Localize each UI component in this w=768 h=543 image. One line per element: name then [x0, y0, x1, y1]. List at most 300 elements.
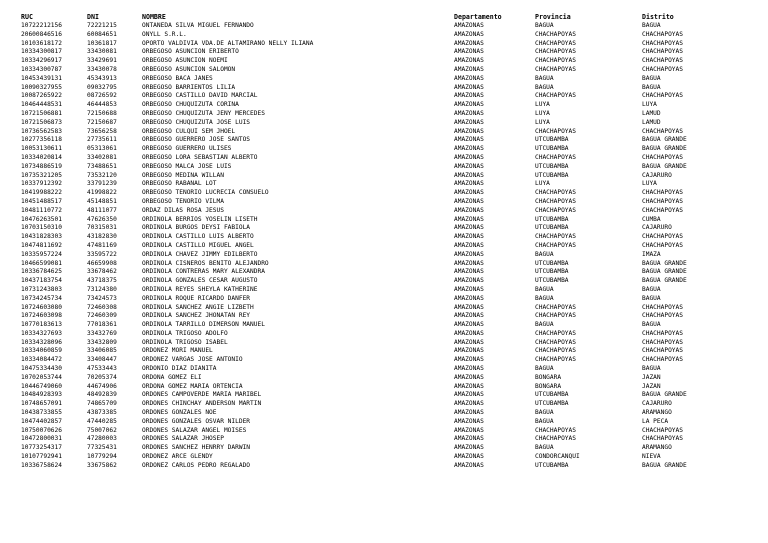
departamento-cell: AMAZONAS — [454, 153, 484, 161]
departamento-cell: AMAZONAS — [454, 461, 484, 469]
departamento-cell: AMAZONAS — [454, 92, 484, 100]
distrito-cell: BAGUA — [642, 22, 661, 29]
dni-cell: 70315031 — [87, 224, 117, 232]
ruc-cell: 10334020814 — [21, 153, 62, 161]
ruc-cell: 10107792941 — [21, 453, 62, 461]
distrito-cell: CAJARURO — [642, 400, 672, 408]
dni-cell: 33430081 — [87, 48, 117, 56]
dni-cell: 33430078 — [87, 65, 117, 73]
ruc-cell: 10337912392 — [21, 180, 62, 188]
nombre-cell: ORDINOLA ROQUE RICARDO DANFER — [142, 294, 251, 302]
dni-cell: 46444853 — [87, 101, 117, 109]
departamento-cell: AMAZONAS — [454, 356, 484, 364]
table-body — [0, 22, 768, 471]
table-row — [0, 391, 768, 400]
table-row — [0, 66, 768, 75]
table-row — [0, 198, 768, 207]
table-row — [0, 57, 768, 66]
distrito-cell: CHACHAPOYAS — [642, 435, 683, 443]
provincia-cell: UTCUBAMBA — [535, 391, 569, 399]
distrito-cell: BAGUA GRANDE — [642, 145, 687, 153]
distrito-cell: CHACHAPOYAS — [642, 189, 683, 197]
header-provincia: Provincia — [535, 13, 571, 21]
dni-cell: 48111077 — [87, 206, 117, 214]
nombre-cell: ORBEGOSO CHUQUIZUTA CORINA — [142, 101, 239, 109]
ruc-cell: 10446749060 — [21, 382, 62, 390]
header-nombre: NOMBRE — [142, 13, 166, 21]
table-row — [0, 286, 768, 295]
provincia-cell: UTCUBAMBA — [535, 461, 569, 469]
dni-cell: 73532120 — [87, 171, 117, 179]
ruc-cell: 10770183613 — [21, 321, 62, 329]
departamento-cell: AMAZONAS — [454, 409, 484, 417]
departamento-cell: AMAZONAS — [454, 312, 484, 320]
dni-cell: 73424573 — [87, 294, 117, 302]
nombre-cell: ORDONEZ VARGAS JOSE ANTONIO — [142, 356, 243, 364]
dni-cell: 43182830 — [87, 233, 117, 241]
provincia-cell: BAGUA — [535, 285, 554, 293]
provincia-cell: BAGUA — [535, 321, 554, 329]
dni-cell: 72460308 — [87, 303, 117, 311]
distrito-cell: LUYA — [642, 180, 657, 188]
nombre-cell: ORBEGOSO TENORIO LUCRECIA CONSUELO — [142, 189, 269, 197]
table-row — [0, 92, 768, 101]
departamento-cell: AMAZONAS — [454, 145, 484, 153]
table-row — [0, 453, 768, 462]
provincia-cell: UTCUBAMBA — [535, 259, 569, 267]
provincia-cell: BAGUA — [535, 409, 554, 417]
provincia-cell: CHACHAPOYAS — [535, 153, 576, 161]
dni-cell: 73488651 — [87, 162, 117, 170]
provincia-cell: BAGUA — [535, 74, 554, 82]
provincia-cell: CHACHAPOYAS — [535, 312, 576, 320]
distrito-cell: CHACHAPOYAS — [642, 57, 683, 65]
departamento-cell: AMAZONAS — [454, 162, 484, 170]
table-row — [0, 172, 768, 181]
table-row — [0, 48, 768, 57]
provincia-cell: LUYA — [535, 180, 550, 188]
provincia-cell: CONDORCANQUI — [535, 453, 580, 461]
nombre-cell: ORDOÑES GONZALES NOE — [142, 409, 217, 417]
nombre-cell: ORDINOLA CONTRERAS MARY ALEXANDRA — [142, 268, 265, 276]
ruc-cell: 10453439131 — [21, 74, 62, 82]
dni-cell: 09032795 — [87, 83, 117, 91]
nombre-cell: ORDINOLA CHAVEZ JIMMY EDILBERTO — [142, 250, 258, 258]
distrito-cell: BAGUA GRANDE — [642, 277, 687, 285]
distrito-cell: CHACHAPOYAS — [642, 233, 683, 241]
dni-cell: 74865709 — [87, 400, 117, 408]
dni-cell: 72150687 — [87, 118, 117, 126]
dni-cell: 33675862 — [87, 461, 117, 469]
nombre-cell: ORBEGOSO CASTILLO DAVID MARCIAL — [142, 92, 258, 100]
table-row — [0, 119, 768, 128]
departamento-cell: AMAZONAS — [454, 259, 484, 267]
departamento-cell: AMAZONAS — [454, 285, 484, 293]
distrito-cell: CHACHAPOYAS — [642, 48, 683, 56]
table-row — [0, 400, 768, 409]
departamento-cell: AMAZONAS — [454, 109, 484, 117]
distrito-cell: BAGUA GRANDE — [642, 162, 687, 170]
departamento-cell: AMAZONAS — [454, 347, 484, 355]
departamento-cell: AMAZONAS — [454, 444, 484, 452]
dni-cell: 45343913 — [87, 74, 117, 82]
ruc-cell: 10464448531 — [21, 101, 62, 109]
nombre-cell: ORDAZ DILAS ROSA JESUS — [142, 206, 224, 214]
dni-cell: 45148851 — [87, 197, 117, 205]
header-dni: DNI — [87, 13, 99, 21]
nombre-cell: ORDINOLA TRIGOSO ISABEL — [142, 338, 228, 346]
dni-cell: 08726592 — [87, 92, 117, 100]
distrito-cell: CHACHAPOYAS — [642, 426, 683, 434]
distrito-cell: CAJARURO — [642, 171, 672, 179]
provincia-cell: UTCUBAMBA — [535, 162, 569, 170]
provincia-cell: CHACHAPOYAS — [535, 347, 576, 355]
provincia-cell: CHACHAPOYAS — [535, 233, 576, 241]
distrito-cell: BAGUA GRANDE — [642, 259, 687, 267]
dni-cell: 33402081 — [87, 153, 117, 161]
ruc-cell: 10472800031 — [21, 435, 62, 443]
dni-cell: 75007062 — [87, 426, 117, 434]
nombre-cell: ORDOÑES CHINCHAY ANDERSON MARTIN — [142, 400, 262, 408]
ruc-cell: 10334296917 — [21, 57, 62, 65]
nombre-cell: ORBEGOSO RABANAL LOT — [142, 180, 217, 188]
ruc-cell: 10431828303 — [21, 233, 62, 241]
departamento-cell: AMAZONAS — [454, 277, 484, 285]
table-row — [0, 216, 768, 225]
nombre-cell: ORDINOLA SANCHEZ JHONATAN REY — [142, 312, 251, 320]
departamento-cell: AMAZONAS — [454, 338, 484, 346]
ruc-cell: 10475334430 — [21, 365, 62, 373]
table-row — [0, 136, 768, 145]
dni-cell: 46659908 — [87, 259, 117, 267]
ruc-cell: 10334327693 — [21, 329, 62, 337]
dni-cell: 44674906 — [87, 382, 117, 390]
dni-cell: 72460309 — [87, 312, 117, 320]
provincia-cell: CHACHAPOYAS — [535, 127, 576, 135]
header-departamento: Departamento — [454, 13, 502, 21]
distrito-cell: ARAMANGO — [642, 409, 672, 417]
nombre-cell: ORDOÑES SANCHEZ HENRRY DARWIN — [142, 444, 251, 452]
nombre-cell: ORDOÑES CAMPOVERDE MARIA MARIBEL — [142, 391, 262, 399]
nombre-cell: ONYLL S.R.L. — [142, 30, 187, 38]
nombre-cell: ORDOÑEZ ARCE GLENDY — [142, 453, 213, 461]
ruc-cell: 10334084472 — [21, 356, 62, 364]
dni-cell: 43873385 — [87, 409, 117, 417]
dni-cell: 10779294 — [87, 453, 117, 461]
ruc-cell: 10722212156 — [21, 22, 62, 29]
ruc-cell: 10731243803 — [21, 285, 62, 293]
provincia-cell: CHACHAPOYAS — [535, 206, 576, 214]
ruc-cell: 10334300817 — [21, 48, 62, 56]
nombre-cell: ORBEGOSO CHUQUIZUTA JOSE LUIS — [142, 118, 251, 126]
ruc-cell: 10702053744 — [21, 373, 62, 381]
departamento-cell: AMAZONAS — [454, 241, 484, 249]
distrito-cell: LA PECA — [642, 417, 669, 425]
ruc-cell: 10703150310 — [21, 224, 62, 232]
departamento-cell: AMAZONAS — [454, 215, 484, 223]
table-row — [0, 145, 768, 154]
table-row — [0, 233, 768, 242]
provincia-cell: CHACHAPOYAS — [535, 435, 576, 443]
ruc-cell: 10336758624 — [21, 461, 62, 469]
provincia-cell: LUYA — [535, 101, 550, 109]
nombre-cell: ORDOÑES GONZALES OSVAR NILDER — [142, 417, 251, 425]
dni-cell: 47481169 — [87, 241, 117, 249]
departamento-cell: AMAZONAS — [454, 136, 484, 144]
table-row — [0, 435, 768, 444]
nombre-cell: ORBEGOSO GUERRERO ULISES — [142, 145, 232, 153]
ruc-cell: 10466599081 — [21, 259, 62, 267]
table-row — [0, 268, 768, 277]
table-row — [0, 110, 768, 119]
distrito-cell: CAJARURO — [642, 224, 672, 232]
departamento-cell: AMAZONAS — [454, 417, 484, 425]
departamento-cell: AMAZONAS — [454, 118, 484, 126]
provincia-cell: BONGARA — [535, 373, 562, 381]
dni-cell: 33678462 — [87, 268, 117, 276]
table-row — [0, 101, 768, 110]
departamento-cell: AMAZONAS — [454, 22, 484, 29]
departamento-cell: AMAZONAS — [454, 426, 484, 434]
table-row — [0, 339, 768, 348]
provincia-cell: BAGUA — [535, 294, 554, 302]
table-row — [0, 163, 768, 172]
nombre-cell: ORDINOLA BERRIOS YOSELIN LISETH — [142, 215, 258, 223]
dni-cell: 73656258 — [87, 127, 117, 135]
provincia-cell: LUYA — [535, 118, 550, 126]
table-row — [0, 444, 768, 453]
table-row — [0, 75, 768, 84]
ruc-cell: 10090327955 — [21, 83, 62, 91]
provincia-cell: CHACHAPOYAS — [535, 39, 576, 47]
nombre-cell: ORDINOLA BURGOS DEYSI FABIOLA — [142, 224, 251, 232]
ruc-cell: 10734245734 — [21, 294, 62, 302]
distrito-cell: CHACHAPOYAS — [642, 92, 683, 100]
ruc-cell: 10748657091 — [21, 400, 62, 408]
departamento-cell: AMAZONAS — [454, 48, 484, 56]
distrito-cell: BAGUA — [642, 285, 661, 293]
departamento-cell: AMAZONAS — [454, 435, 484, 443]
distrito-cell: NIEVA — [642, 453, 661, 461]
distrito-cell: BAGUA GRANDE — [642, 461, 687, 469]
table-row — [0, 128, 768, 137]
provincia-cell: UTCUBAMBA — [535, 268, 569, 276]
ruc-cell: 10419988222 — [21, 189, 62, 197]
ruc-cell: 10474402857 — [21, 417, 62, 425]
dni-cell: 47440285 — [87, 417, 117, 425]
dni-cell: 10361817 — [87, 39, 117, 47]
provincia-cell: LUYA — [535, 109, 550, 117]
departamento-cell: AMAZONAS — [454, 294, 484, 302]
table-row — [0, 224, 768, 233]
nombre-cell: ORDINOLA CASTILLO MIGUEL ANGEL — [142, 241, 254, 249]
header-ruc: RUC — [21, 13, 33, 21]
departamento-cell: AMAZONAS — [454, 321, 484, 329]
provincia-cell: CHACHAPOYAS — [535, 197, 576, 205]
table-row — [0, 154, 768, 163]
provincia-cell: CHACHAPOYAS — [535, 303, 576, 311]
ruc-cell: 10721506881 — [21, 109, 62, 117]
nombre-cell: ORBEGOSO MEDINA WILLAN — [142, 171, 224, 179]
provincia-cell: CHACHAPOYAS — [535, 48, 576, 56]
ruc-cell: 10277356118 — [21, 136, 62, 144]
table-row — [0, 295, 768, 304]
dni-cell: 33406085 — [87, 347, 117, 355]
ruc-cell: 10481110772 — [21, 206, 62, 214]
nombre-cell: ORBEGOSO MALCA JOSE LUIS — [142, 162, 232, 170]
ruc-cell: 10451488517 — [21, 197, 62, 205]
ruc-cell: 10724603080 — [21, 303, 62, 311]
table-row — [0, 330, 768, 339]
ruc-cell: 10335957224 — [21, 250, 62, 258]
distrito-cell: CHACHAPOYAS — [642, 30, 683, 38]
dni-cell: 47533443 — [87, 365, 117, 373]
distrito-cell: BAGUA — [642, 74, 661, 82]
ruc-cell: 10476263501 — [21, 215, 62, 223]
dni-cell: 33429691 — [87, 57, 117, 65]
distrito-cell: JAZAN — [642, 382, 661, 390]
ruc-cell: 10474811692 — [21, 241, 62, 249]
nombre-cell: ORBEGOSO TENORIO VILMA — [142, 197, 224, 205]
dni-cell: 60084651 — [87, 30, 117, 38]
departamento-cell: AMAZONAS — [454, 65, 484, 73]
nombre-cell: ORBEGOSO CHUQUIZUTA JENY MERCEDES — [142, 109, 265, 117]
provincia-cell: UTCUBAMBA — [535, 400, 569, 408]
departamento-cell: AMAZONAS — [454, 391, 484, 399]
table-row — [0, 427, 768, 436]
distrito-cell: CHACHAPOYAS — [642, 197, 683, 205]
nombre-cell: ORDINOLA REYES SHEYLA KATHERINE — [142, 285, 258, 293]
distrito-cell: BAGUA — [642, 83, 661, 91]
provincia-cell: CHACHAPOYAS — [535, 57, 576, 65]
distrito-cell: CHACHAPOYAS — [642, 241, 683, 249]
table-row — [0, 251, 768, 260]
provincia-cell: CHACHAPOYAS — [535, 65, 576, 73]
distrito-cell: ARAMANGO — [642, 444, 672, 452]
dni-cell: 73124380 — [87, 285, 117, 293]
departamento-cell: AMAZONAS — [454, 268, 484, 276]
distrito-cell: CUMBA — [642, 215, 661, 223]
nombre-cell: ORDINOLA CISNEROS BENITO ALEJANDRO — [142, 259, 269, 267]
ruc-cell: 10336784625 — [21, 268, 62, 276]
table-row — [0, 304, 768, 313]
departamento-cell: AMAZONAS — [454, 329, 484, 337]
provincia-cell: CHACHAPOYAS — [535, 356, 576, 364]
nombre-cell: ORDONEZ MORI MANUEL — [142, 347, 213, 355]
dni-cell: 47280003 — [87, 435, 117, 443]
ruc-cell: 10438733855 — [21, 409, 62, 417]
nombre-cell: ORDOÑA GOMEZ MARIA ORTENCIA — [142, 382, 243, 390]
departamento-cell: AMAZONAS — [454, 39, 484, 47]
table-row — [0, 365, 768, 374]
distrito-cell: CHACHAPOYAS — [642, 338, 683, 346]
dni-cell: 72150688 — [87, 109, 117, 117]
provincia-cell: UTCUBAMBA — [535, 145, 569, 153]
ruc-cell: 10734886519 — [21, 162, 62, 170]
distrito-cell: BAGUA — [642, 294, 661, 302]
table-row — [0, 277, 768, 286]
departamento-cell: AMAZONAS — [454, 206, 484, 214]
departamento-cell: AMAZONAS — [454, 197, 484, 205]
provincia-cell: CHACHAPOYAS — [535, 30, 576, 38]
distrito-cell: BAGUA GRANDE — [642, 391, 687, 399]
dni-cell: 72221215 — [87, 22, 117, 29]
provincia-cell: CHACHAPOYAS — [535, 189, 576, 197]
table-row — [0, 22, 768, 31]
departamento-cell: AMAZONAS — [454, 83, 484, 91]
provincia-cell: UTCUBAMBA — [535, 277, 569, 285]
ruc-cell: 10724603098 — [21, 312, 62, 320]
dni-cell: 33791239 — [87, 180, 117, 188]
table-row — [0, 347, 768, 356]
distrito-cell: BAGUA — [642, 365, 661, 373]
distrito-cell: CHACHAPOYAS — [642, 303, 683, 311]
dni-cell: 05313061 — [87, 145, 117, 153]
nombre-cell: ORBEGOSO BACA JANES — [142, 74, 213, 82]
departamento-cell: AMAZONAS — [454, 74, 484, 82]
nombre-cell: ORDINOLA CASTILLO LUIS ALBERTO — [142, 233, 254, 241]
nombre-cell: ORBEGOSO ASUNCION NOEMI — [142, 57, 228, 65]
ruc-cell: 10437183754 — [21, 277, 62, 285]
provincia-cell: UTCUBAMBA — [535, 136, 569, 144]
dni-cell: 70205374 — [87, 373, 117, 381]
provincia-cell: BAGUA — [535, 444, 554, 452]
dni-cell: 33408447 — [87, 356, 117, 364]
dni-cell: 47626350 — [87, 215, 117, 223]
header-distrito: Distrito — [642, 13, 674, 21]
ruc-cell: 10334300787 — [21, 65, 62, 73]
distrito-cell: LUYA — [642, 101, 657, 109]
table-row — [0, 312, 768, 321]
distrito-cell: CHACHAPOYAS — [642, 347, 683, 355]
departamento-cell: AMAZONAS — [454, 400, 484, 408]
departamento-cell: AMAZONAS — [454, 127, 484, 135]
table-row — [0, 374, 768, 383]
table-row — [0, 189, 768, 198]
nombre-cell: ORDINOLA SANCHEZ ANGIE LIZBETH — [142, 303, 254, 311]
table-row — [0, 180, 768, 189]
distrito-cell: BAGUA GRANDE — [642, 136, 687, 144]
departamento-cell: AMAZONAS — [454, 365, 484, 373]
dni-cell: 33432809 — [87, 338, 117, 346]
table-row — [0, 260, 768, 269]
table-row — [0, 31, 768, 40]
provincia-cell: BAGUA — [535, 365, 554, 373]
distrito-cell: CHACHAPOYAS — [642, 39, 683, 47]
ruc-cell: 10334060859 — [21, 347, 62, 355]
provincia-cell: CHACHAPOYAS — [535, 426, 576, 434]
ruc-cell: 10103618172 — [21, 39, 62, 47]
ruc-cell: 20600846516 — [21, 30, 62, 38]
nombre-cell: ORDINOLA GONZALES CESAR AUGUSTO — [142, 277, 258, 285]
dni-cell: 27735611 — [87, 136, 117, 144]
departamento-cell: AMAZONAS — [454, 180, 484, 188]
nombre-cell: ORBEGOSO CULQUI SEM JHOEL — [142, 127, 236, 135]
departamento-cell: AMAZONAS — [454, 224, 484, 232]
table-row — [0, 383, 768, 392]
distrito-cell: JAZAN — [642, 373, 661, 381]
departamento-cell: AMAZONAS — [454, 382, 484, 390]
distrito-cell: BAGUA — [642, 321, 661, 329]
table-row — [0, 242, 768, 251]
dni-cell: 33595722 — [87, 250, 117, 258]
ruc-cell: 10334328096 — [21, 338, 62, 346]
table-row — [0, 40, 768, 49]
nombre-cell: ORBEGOSO BARRIENTOS LILIA — [142, 83, 236, 91]
ruc-cell: 10721506873 — [21, 118, 62, 126]
distrito-cell: CHACHAPOYAS — [642, 127, 683, 135]
nombre-cell: ORBEGOSO GUERRERO JOSE SANTOS — [142, 136, 251, 144]
